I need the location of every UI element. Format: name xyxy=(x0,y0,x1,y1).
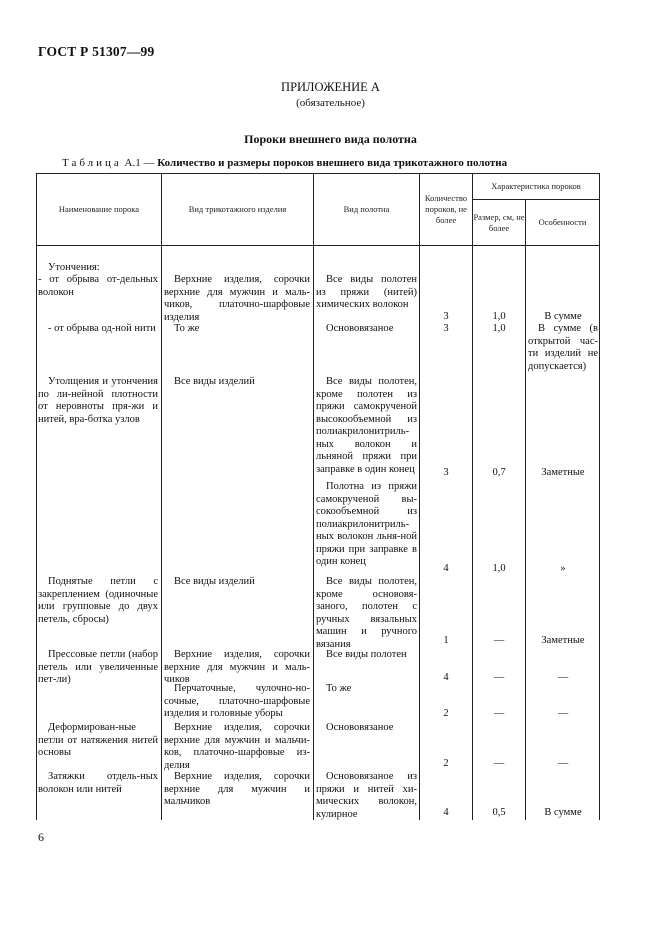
row5-features-b: — xyxy=(557,708,569,719)
row2-features: В сумме (в открытой час-ти изделий не допускается) xyxy=(528,323,598,372)
row3-size-b: 1,0 xyxy=(492,563,506,574)
row6-size: — xyxy=(493,758,505,769)
row6-features: — xyxy=(557,758,569,769)
col-header-group: Характеристика пороков xyxy=(491,181,581,191)
row1-fabric: Все виды полотен из пряжи (нитей) химических волокон xyxy=(316,274,417,310)
col-header-fabric: Вид полотна xyxy=(343,204,390,214)
row4-features: Заметные xyxy=(541,635,585,646)
row3-features-b: » xyxy=(560,563,566,574)
row2-fabric: Основовязаное xyxy=(326,323,394,334)
row5-name: Прессовые петли (набор петель или увеличенные пет-ли) xyxy=(38,649,158,685)
row2-size: 1,0 xyxy=(492,323,506,334)
row1-name: Утончения: xyxy=(48,262,100,273)
row5-count-a: 4 xyxy=(443,672,449,683)
row5-size-b: — xyxy=(493,708,505,719)
row4-article: Все виды изделий xyxy=(174,576,255,587)
row7-size: 0,5 xyxy=(492,807,506,818)
row3-fabric-a: Все виды полотен, кроме полотен из пряжи самокрученой высокообъемной из полиакрилонитриль-ных волокон и льняной пряжи при заправке в один конец xyxy=(316,376,417,475)
row2-count: 3 xyxy=(443,323,449,334)
row5-article-b: Перчаточные, чулочно-но-сочные, платочно-шарфовые изделия и головные уборы xyxy=(164,683,310,719)
row2-name: - от обрыва од-ной нити xyxy=(48,323,156,334)
row4-name: Поднятые петли с закреплением (одиночные или групповые до двух петель, сбросы) xyxy=(38,576,158,625)
row1-features: В сумме xyxy=(544,311,582,322)
appendix-title: ПРИЛОЖЕНИЕ А xyxy=(281,80,380,94)
row5-fabric-a: Все виды полотен xyxy=(326,649,407,660)
row6-name: Деформирован-ные петли от натяжения нитей основы xyxy=(38,722,158,758)
page-number: 6 xyxy=(38,830,44,844)
table-caption-label: Таблица xyxy=(62,157,122,169)
col-header-name: Наименование порока xyxy=(58,204,140,214)
row3-fabric-b: Полотна из пряжи самокрученой вы-сокообъемной из полиакрилонитриль-ных волокон льня-ной пряжи при заправке в один конец xyxy=(316,481,417,567)
row3-count-b: 4 xyxy=(443,563,449,574)
row7-name: Затяжки отдель-ных волокон или нитей xyxy=(38,771,158,795)
row4-size: — xyxy=(493,635,505,646)
document-code: ГОСТ Р 51307—99 xyxy=(38,44,155,59)
col-header-article: Вид трикотажного изделия xyxy=(188,204,287,214)
row7-fabric: Основовязаное из пряжи и нитей хи-мических волокон, кулирное xyxy=(316,771,417,820)
row5-count-b: 2 xyxy=(443,708,449,719)
col-header-features: Особенности xyxy=(538,217,587,227)
row3-features-a: Заметные xyxy=(541,467,585,478)
row3-count-a: 3 xyxy=(443,467,449,478)
row4-count: 1 xyxy=(443,635,449,646)
table-caption-title: Количество и размеры пороков внешнего вида трикотажного полотна xyxy=(157,157,508,169)
section-title: Пороки внешнего вида полотна xyxy=(244,132,417,146)
row7-article: Верхние изделия, сорочки верхние для мужчин и мальчиков xyxy=(164,771,310,807)
row6-fabric: Основовязаное xyxy=(326,722,394,733)
row1-article: Верхние изделия, сорочки верхние для мужчин и маль-чиков, платочно-шарфовые изделия xyxy=(164,274,310,323)
row5-features-a: — xyxy=(557,672,569,683)
defects-table xyxy=(36,173,600,820)
row5-fabric-b: То же xyxy=(326,683,352,694)
row1-count: 3 xyxy=(443,311,449,322)
row6-article: Верхние изделия, сорочки верхние для мужчин и мальчи-ков, платочно-шарфовые из-делия xyxy=(164,722,310,771)
col-header-count: Количество пороков, не более xyxy=(424,193,468,225)
row5-article-a: Верхние изделия, сорочки верхние для мужчин и маль-чиков xyxy=(164,649,310,685)
table-caption-number: А.1 — xyxy=(124,157,155,169)
table-caption xyxy=(62,157,507,169)
row3-size-a: 0,7 xyxy=(492,467,506,478)
row7-features: В сумме xyxy=(544,807,582,818)
row7-count: 4 xyxy=(443,807,449,818)
row1-name-sub: - от обрыва от-дельных волокон xyxy=(38,274,158,298)
row5-size-a: — xyxy=(493,672,505,683)
row4-fabric: Все виды полотен, кроме основовя-заного, полотен с ручных вязальных машин и ручного вязания xyxy=(316,576,417,650)
col-header-size: Размер, см, не более xyxy=(473,211,525,233)
row3-name: Утолщения и утончения по ли-нейной плотности от неровноты пря-жи и нитей, вра-ботка узлов xyxy=(38,376,158,425)
row6-count: 2 xyxy=(443,758,449,769)
row1-size: 1,0 xyxy=(492,311,506,322)
row3-article: Все виды изделий xyxy=(174,376,255,387)
row2-article: То же xyxy=(174,323,200,334)
appendix-note: (обязательное) xyxy=(296,97,365,109)
